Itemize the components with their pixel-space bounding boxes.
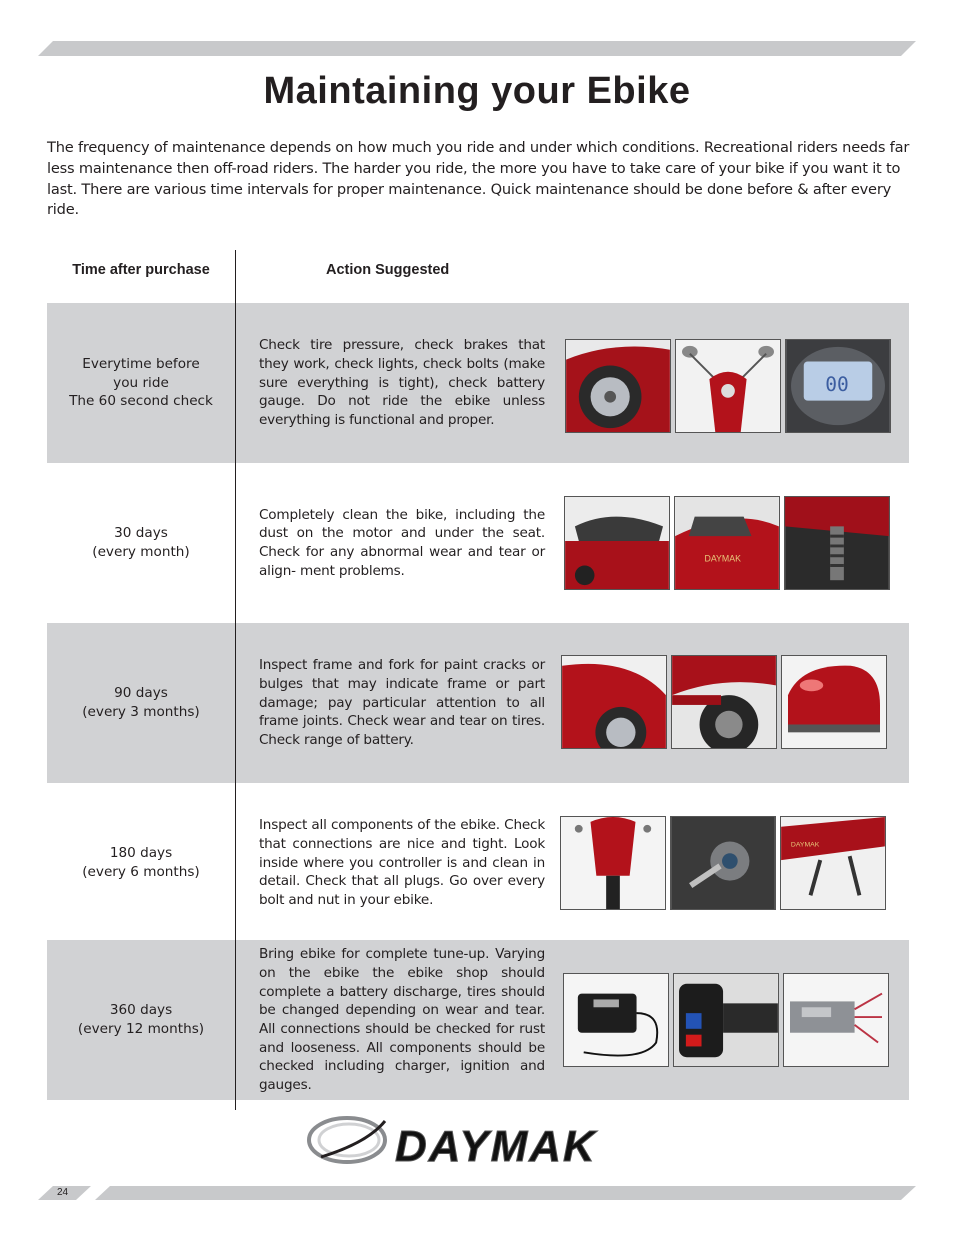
top-decorative-bar <box>38 41 916 56</box>
time-cell <box>47 783 235 943</box>
photo-group <box>563 973 889 1067</box>
time-line: (every 6 months) <box>82 864 200 880</box>
rear-suspension-photo <box>784 496 890 590</box>
time-line: Everytime before <box>82 355 200 372</box>
header-action: Action Suggested <box>326 262 450 278</box>
front-view-photo <box>560 816 666 910</box>
rear-wheel-photo <box>671 655 777 749</box>
action-text: Bring ebike for complete tune-up. Varying on the ebike the ebike shop should complete a battery discharge, tires should be changed depending on wear and tear. All connections should be checked for rust and looseness. All components should be checked including charger, ignition and gauges. <box>259 946 545 1094</box>
charger-photo <box>563 973 669 1067</box>
photo-group <box>565 339 891 433</box>
front-wheel-photo <box>565 339 671 433</box>
table-row <box>47 463 909 623</box>
table-row <box>47 303 909 463</box>
side-panel-photo <box>674 496 780 590</box>
action-cell <box>259 783 545 943</box>
seat-side-photo <box>564 496 670 590</box>
time-line: (every 12 months) <box>77 1021 205 1037</box>
time-cell <box>47 940 235 1100</box>
lcd-display-photo <box>785 339 891 433</box>
ignition-key-photo <box>670 816 776 910</box>
handlebar-switch-photo <box>673 973 779 1067</box>
table-row <box>47 783 909 943</box>
action-text: Completely clean the bike, including the dust on the motor and under the seat. Check for any abnormal wear and tear or align- ment problems. <box>259 506 545 579</box>
time-cell <box>47 623 235 783</box>
action-cell <box>259 623 545 783</box>
daymak-logo-graphic <box>307 1113 647 1167</box>
time-line: 90 days <box>114 685 168 702</box>
table-row <box>47 623 909 783</box>
time-line: The 60 second check <box>69 393 213 410</box>
controller-unit-photo <box>783 973 889 1067</box>
action-text: Check tire pressure, check brakes that they work, check lights, check bolts (make sure everything is tight), check battery gauge. Do not ride the ebike unless everything is functional and proper. <box>259 337 545 429</box>
header-time: Time after purchase <box>72 262 210 278</box>
rear-trunk-photo <box>781 655 887 749</box>
page-title: Maintaining your Ebike <box>263 70 691 112</box>
svg-text:DAYMAK: DAYMAK <box>790 841 820 849</box>
brand-text: DAYMAK <box>395 1122 597 1167</box>
time-line: you ride <box>113 374 169 391</box>
time-line: 30 days <box>114 525 168 542</box>
photo-group <box>560 816 886 910</box>
time-cell <box>47 463 235 623</box>
action-cell <box>259 940 545 1100</box>
time-line: (every 3 months) <box>82 704 200 720</box>
handlebar-mirrors-photo <box>675 339 781 433</box>
photo-group <box>564 496 890 590</box>
action-text: Inspect frame and fork for paint cracks or bulges that may indicate frame or part damage; pay particular attention to all frame joints. Check wear and tear on tires. Check range of battery. <box>259 657 545 749</box>
intro-paragraph: The frequency of maintenance depends on how much you ride and under which conditions. Recreational riders needs far less maintenance then off-road riders. The harder you ride, the more you have to take care of your bike if you want it to last. There are various time intervals for proper maintenance. Quick maintenance should be done before & after every ride. <box>47 139 910 219</box>
svg-text:DAYMAK: DAYMAK <box>704 553 741 564</box>
kickstand-photo <box>780 816 886 910</box>
action-cell <box>259 463 545 623</box>
action-text: Inspect all components of the ebike. Check that connections are nice and tight. Look inside where you controller is and clean in detail. Check that all plugs. Go over every bolt and nut in your ebike. <box>259 817 545 909</box>
time-line: (every month) <box>92 544 190 560</box>
bottom-decorative-bar <box>95 1186 916 1200</box>
front-fender-photo <box>561 655 667 749</box>
svg-text:00: 00 <box>825 372 849 396</box>
time-line: 360 days <box>109 1002 173 1019</box>
action-cell <box>259 303 545 463</box>
page-number: 24 <box>57 1187 69 1198</box>
maintenance-table <box>47 250 909 1110</box>
time-cell <box>47 303 235 463</box>
daymak-logo <box>307 1113 647 1167</box>
photo-group <box>561 655 887 749</box>
time-line: 180 days <box>109 845 173 862</box>
column-divider <box>235 250 236 1110</box>
table-row <box>47 940 909 1100</box>
